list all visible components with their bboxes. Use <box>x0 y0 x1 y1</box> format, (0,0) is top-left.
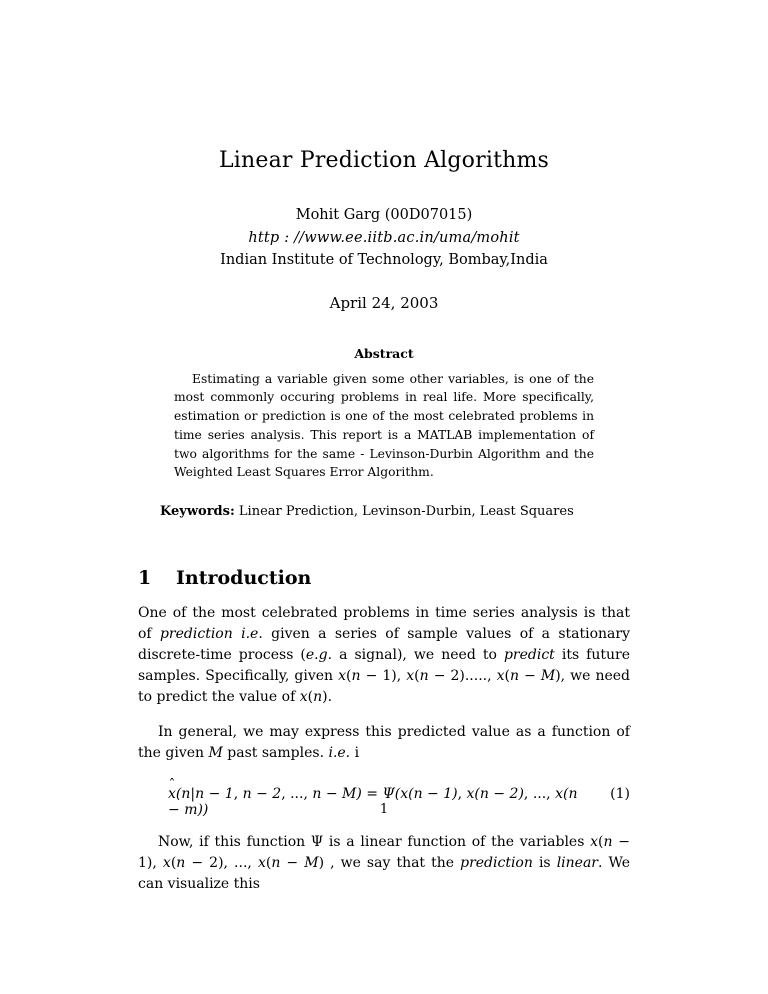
document-date: April 24, 2003 <box>329 293 439 312</box>
equation-number: (1) <box>610 785 630 802</box>
author-block <box>138 204 630 271</box>
abstract-text: Estimating a variable given some other variables, is one of the most commonly occuring problems in real life. More specifically, estimation or prediction is one of the most celebrated problems in time series analysis. This report is a MATLAB implementation of two algorithms for the same - Levinson-Durbin Algorithm and the Weighted Least Squares Error Algorithm. <box>174 371 594 480</box>
keywords-label: Keywords: <box>160 503 235 519</box>
section-heading <box>138 567 630 589</box>
section-number: 1 <box>138 566 152 589</box>
page-title: Linear Prediction Algorithms <box>218 148 550 173</box>
section-title: Introduction <box>176 566 312 589</box>
equation-body: ˆ x(n|n − 1, n − 2, ..., n − M) = Ψ(x(n − 1), x(n − 2), ..., x(n − m)) <box>138 786 590 818</box>
paragraph-3: Now, if this function Ψ is a linear function of the variables x(n − 1), x(n − 2), ..., x(n − M) , we say that the prediction is linear. We can visualize this <box>138 833 631 892</box>
page-content <box>138 0 630 895</box>
abstract-heading: Abstract <box>354 345 414 361</box>
page-number: 1 <box>379 802 389 817</box>
paragraph-2: In general, we may express this predicted value as a function of the given M past samples. i.e. i <box>138 723 630 761</box>
abstract-section <box>138 346 630 482</box>
keywords-line <box>138 504 630 519</box>
author-url: http : //www.ee.iitb.ac.in/uma/mohit <box>248 229 520 246</box>
keywords-value: Linear Prediction, Levinson-Durbin, Least Squares <box>238 503 574 519</box>
author-affiliation: Indian Institute of Technology, Bombay,India <box>220 252 548 269</box>
author-name: Mohit Garg (00D07015) <box>295 207 473 224</box>
paragraph-1: One of the most celebrated problems in time series analysis is that of prediction i.e. given a series of sample values of a stationary discrete-time process (e.g. a signal), we need to predict its future samples. Specifically, given x(n − 1), x(n − 2)....., x(n − M), we need to predict the value of x(n). <box>138 604 631 705</box>
